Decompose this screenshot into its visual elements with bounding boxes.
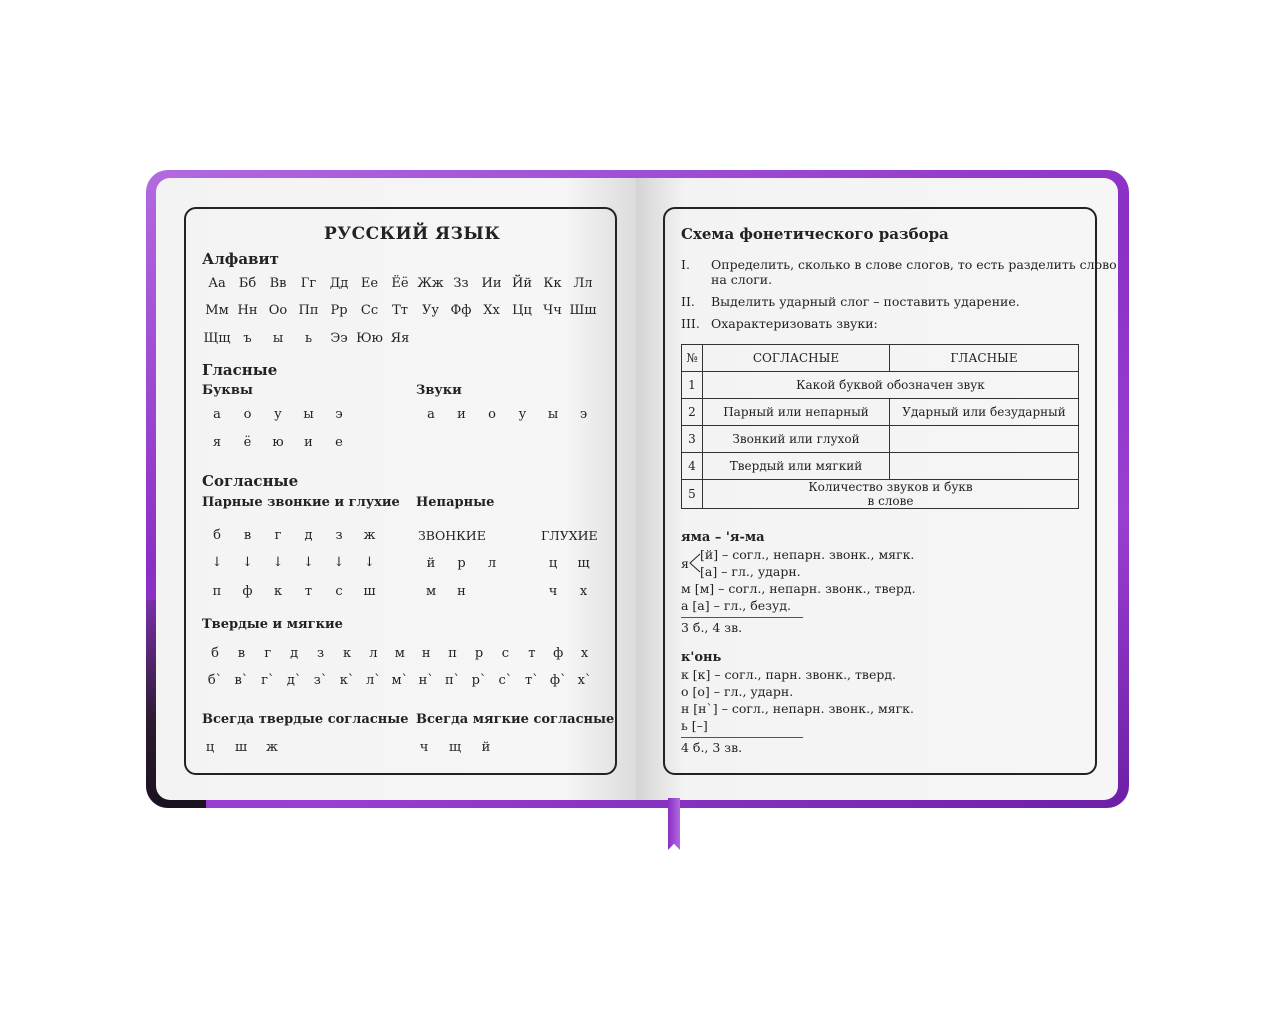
alphabet-letter: Чч [543,303,562,318]
table-cell: 1 [682,372,703,399]
hard-letter: з [317,646,325,661]
vowel-letter: я [212,435,222,450]
example-letter: я [681,556,689,571]
vowel-letter: а [213,407,221,422]
table-cell: 2 [682,399,703,426]
alphabet-letter: ъ [243,331,252,346]
vowel-letter: е [335,435,343,450]
soft-letter: х` [577,673,592,688]
alphabet-letter: Уу [421,303,440,318]
voiced-label: ЗВОНКИЕ [418,528,486,543]
cell-line: Количество звуков и букв [808,480,973,494]
unpaired-voiced: н [457,584,466,599]
table-row [682,426,1079,453]
unpaired-voiced: й [426,556,436,571]
sounds-label: Звуки [416,383,462,398]
alphabet-letter: Жж [417,276,444,291]
alphabet-letter: Нн [237,303,258,318]
alphabet-letter: Хх [483,303,500,318]
vowel-letter: э [335,407,343,422]
alphabet-letter: Шш [569,303,597,318]
soft-letter: д` [286,673,302,688]
vowel-letter: и [304,435,313,450]
paired-voiceless: ф [242,584,253,599]
soft-letter: с` [498,673,513,688]
table-cell: Ударный или безударный [890,399,1079,426]
always-soft-letter: ч [419,740,429,755]
step-num: III. [681,316,700,331]
vowel-sound: э [579,407,588,422]
alphabet-letter: Сс [360,303,379,318]
example-word: к'онь [681,650,722,665]
down-arrow-icon: ↓ [242,555,253,570]
alphabet-letter: Дд [329,276,349,291]
alphabet-letter: Лл [573,276,593,291]
soft-letter: н` [418,673,434,688]
vowel-letter: ы [303,407,314,422]
paired-voiced: д [304,528,313,543]
always-soft-letter: щ [448,740,462,755]
alphabet-letter: Мм [205,303,229,318]
step-text: Определить, сколько в слове слогов, то есть разделить слово [711,257,1117,272]
alphabet-letter: Ии [481,276,502,291]
example-summary: 3 б., 4 зв. [681,620,743,635]
cell-line: в слове [867,494,914,508]
hard-letter: н [421,646,431,661]
alphabet-letter: ь [304,331,313,346]
soft-letter: б` [207,673,223,688]
paired-voiceless: ш [363,584,376,599]
hard-letter: ф [553,646,564,661]
alphabet-letter: Зз [453,276,469,291]
down-arrow-icon: ↓ [211,555,223,570]
unpaired-voiceless: ц [548,556,558,571]
table-cell: № [682,345,703,372]
soft-letter: з` [313,673,328,688]
vowel-sound: у [518,407,527,422]
hard-letter: д [290,646,299,661]
paired-voiced: г [274,528,282,543]
letters-label: Буквы [202,383,253,398]
alphabet-letter: Бб [238,276,257,291]
always-soft-letter: й [481,740,491,755]
alphabet-letter: Юю [356,331,383,346]
page-title: РУССКИЙ ЯЗЫК [324,224,501,244]
soft-letter: т` [524,673,539,688]
alphabet-letter: Гг [300,276,317,291]
paired-voiced: ж [363,528,376,543]
paired-voiceless: с [335,584,343,599]
example-line: ь [–] [681,718,708,733]
alphabet-heading: Алфавит [202,250,279,268]
hard-letter: с [501,646,510,661]
down-arrow-icon: ↓ [272,555,284,570]
example-line: [а] – гл., ударн. [700,564,801,579]
example-line: [й] – согл., непарн. звонк., мягк. [700,547,915,562]
unpaired-voiceless: ч [548,584,558,599]
unpaired-label: Непарные [416,495,495,510]
paired-voiceless: т [304,584,313,599]
vowel-sound: ы [547,407,559,422]
alphabet-letter: Аа [208,276,226,291]
step-text: Охарактеризовать звуки: [711,316,878,331]
hard-letter: м [394,646,405,661]
alphabet-letter: Ээ [330,331,348,346]
table-cell [890,453,1079,480]
alphabet-letter: Фф [450,303,472,318]
vowel-letter: о [243,407,252,422]
step-text: на слоги. [711,272,773,287]
always-hard-letter: ш [234,740,248,755]
alphabet-letter: Тт [392,303,408,318]
example-summary: 4 б., 3 зв. [681,740,743,755]
table-row [682,345,1079,372]
left-frame [184,207,617,775]
paired-voiced: б [213,528,221,543]
alphabet-letter: Пп [298,303,319,318]
hard-letter: х [580,646,589,661]
soft-letter: г` [261,673,275,688]
example-line: м [м] – согл., непарн. звонк., тверд. [681,581,916,596]
bookmark-ribbon [668,798,680,850]
unpaired-voiceless: х [579,584,588,599]
unpaired-voiced: л [487,556,497,571]
table-cell: 3 [682,426,703,453]
alphabet-letter: Вв [269,276,287,291]
table-row [682,480,1079,509]
hard-letter: б [211,646,219,661]
down-arrow-icon: ↓ [333,555,345,570]
alphabet-letter: Кк [543,276,562,291]
table-cell [890,426,1079,453]
alphabet-letter: Яя [390,331,410,346]
soft-letter: в` [234,673,249,688]
alphabet-letter: ы [272,331,284,346]
always-hard-letter: ж [266,740,278,755]
table-row [682,399,1079,426]
table-row [682,453,1079,480]
vowel-sound: а [427,407,435,422]
down-arrow-icon: ↓ [303,555,314,570]
soft-letter: п` [445,673,461,688]
example-line: о [о] – гл., ударн. [681,684,794,699]
example-line: к [к] – согл., парн. звонк., тверд. [681,667,897,682]
paired-label: Парные звонкие и глухие [202,495,400,510]
vowel-letter: ё [243,435,252,450]
table-row [682,372,1079,399]
table-cell: Звонкий или глухой [703,426,890,453]
paired-voiced: в [243,528,252,543]
hard-letter: р [474,646,484,661]
down-arrow-icon: ↓ [364,555,375,570]
alphabet-letter: Оо [268,303,288,318]
always-soft-label: Всегда мягкие согласные [416,712,615,727]
table-cell: Твердый или мягкий [703,453,890,480]
hard-letter: п [448,646,457,661]
paired-voiced: з [335,528,343,543]
phonetic-table [681,344,1079,509]
divider [681,617,803,618]
step-text: Выделить ударный слог – поставить ударение. [711,294,1020,309]
scheme-title: Схема фонетического разбора [681,225,949,243]
alphabet-letter: Ее [360,276,379,291]
consonants-heading: Согласные [202,472,299,490]
step-num: I. [681,257,690,272]
alphabet-letter: Ёё [391,276,409,291]
table-cell: СОГЛАСНЫЕ [703,345,890,372]
hard-letter: л [369,646,378,661]
soft-letter: р` [471,673,487,688]
alphabet-letter: Рр [330,303,348,318]
unpaired-voiced: р [457,556,466,571]
paired-voiceless: к [273,584,283,599]
paired-voiceless: п [212,584,222,599]
example-word: яма – 'я-ма [681,530,765,545]
voiceless-label: ГЛУХИЕ [541,528,598,543]
always-hard-label: Всегда твердые согласные [202,712,409,727]
step-num: II. [681,294,695,309]
divider [681,737,803,738]
soft-letter: ф` [549,673,567,688]
table-cell: Парный или непарный [703,399,890,426]
hard-letter: к [342,646,352,661]
soft-letter: л` [366,673,381,688]
hard-letter: г [264,646,272,661]
alphabet-letter: Цц [512,303,532,318]
table-cell [703,480,1079,509]
vowel-sound: и [457,407,466,422]
alphabet-letter: Щщ [203,331,231,346]
unpaired-voiced: м [425,584,437,599]
vowel-letter: ю [272,435,284,450]
vowels-heading: Гласные [202,361,278,379]
always-hard-letter: ц [205,740,215,755]
hard-soft-label: Твердые и мягкие [202,617,343,632]
table-cell: ГЛАСНЫЕ [890,345,1079,372]
table-cell: Какой буквой обозначен звук [703,372,1079,399]
example-line: н [н`] – согл., непарн. звонк., мягк. [681,701,914,716]
alphabet-letter: Йй [511,276,532,291]
example-line: а [а] – гл., безуд. [681,598,792,613]
hard-letter: т [528,646,536,661]
hard-letter: в [237,646,246,661]
vowel-letter: у [274,407,282,422]
table-cell: 4 [682,453,703,480]
table-cell: 5 [682,480,703,509]
unpaired-voiceless: щ [577,556,590,571]
soft-letter: м` [391,673,409,688]
soft-letter: к` [339,673,355,688]
vowel-sound: о [488,407,496,422]
